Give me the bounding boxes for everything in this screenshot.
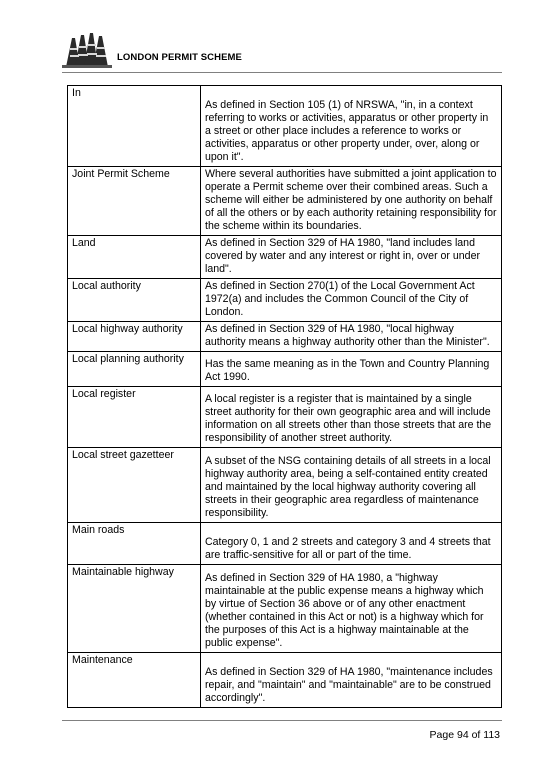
- definition-cell: [201, 279, 502, 322]
- definition-cell: [201, 387, 502, 448]
- definition-text: As defined in Section 329 of HA 1980, a "highway maintainable at the public expense means a highway which by virtue of Section 36 above or of any other enactment (whether contained in this Act or not) is a highway which for the purposes of this Act is a highway maintainable at the public expense".: [205, 572, 484, 649]
- definition-text: Category 0, 1 and 2 streets and category 3 and 4 streets that are traffic-sensitive for all or part of the time.: [205, 536, 491, 561]
- definition-term: Maintenance: [68, 653, 201, 708]
- definition-row: [68, 448, 502, 523]
- definition-row: [68, 167, 502, 236]
- definition-row: [68, 653, 502, 708]
- definition-term: Main roads: [68, 523, 201, 565]
- definition-term: Joint Permit Scheme: [68, 167, 201, 236]
- definition-row: [68, 523, 502, 565]
- definition-text: As defined in Section 329 of HA 1980, "land includes land covered by water and any interest or right in, over or under land".: [205, 237, 480, 275]
- definition-row: [68, 236, 502, 279]
- definition-text: A local register is a register that is maintained by a single street authority for their own geographic area and will include information on all streets other than those streets that are the responsibility of another street authority.: [205, 393, 492, 444]
- definition-row: [68, 387, 502, 448]
- definition-row: [68, 279, 502, 322]
- footer-divider: [62, 720, 502, 721]
- definition-text: As defined in Section 270(1) of the Local Government Act 1972(a) and includes the Common Council of the City of London.: [205, 280, 475, 318]
- definition-text: As defined in Section 329 of HA 1980, "local highway authority means a highway authority other than the Minister".: [205, 323, 490, 348]
- definition-cell: [201, 523, 502, 565]
- definition-term: Local highway authority: [68, 322, 201, 352]
- definition-text: Has the same meaning as in the Town and Country Planning Act 1990.: [205, 358, 490, 383]
- definition-cell: [201, 86, 502, 167]
- definition-term: Local authority: [68, 279, 201, 322]
- definition-cell: [201, 448, 502, 523]
- definition-cell: [201, 565, 502, 653]
- definition-term: Local register: [68, 387, 201, 448]
- traffic-cones-logo-icon: [62, 30, 114, 68]
- page-number: Page 94 of 113: [429, 729, 500, 741]
- definition-term: Maintainable highway: [68, 565, 201, 653]
- page-header: [62, 30, 502, 70]
- definition-text: Where several authorities have submitted a joint application to operate a Permit scheme over their combined areas. Such a scheme will either be administered by one authority on behalf of all the others or by each authority retaining responsibility for the scheme within its boundaries.: [205, 168, 497, 232]
- definition-row: [68, 565, 502, 653]
- definition-row: [68, 86, 502, 167]
- definition-row: [68, 322, 502, 352]
- definition-text: A subset of the NSG containing details of all streets in a local highway authority area, being a self-contained entity created and maintained by the local highway authority covering all streets in their geographic area regardless of maintenance responsibility.: [205, 455, 491, 519]
- document-title: LONDON PERMIT SCHEME: [117, 52, 242, 63]
- definition-cell: [201, 653, 502, 708]
- definition-term: Land: [68, 236, 201, 279]
- header-divider: [62, 72, 502, 73]
- definition-cell: [201, 236, 502, 279]
- definition-term: In: [68, 86, 201, 167]
- definition-text: As defined in Section 105 (1) of NRSWA, "in, in a context referring to works or activities, apparatus or other property in a street or other place includes a reference to works or activities, apparatus or other property under, over, along or upon it".: [205, 99, 489, 163]
- definition-cell: [201, 352, 502, 387]
- definition-term: Local street gazetteer: [68, 448, 201, 523]
- definitions-table: [67, 85, 502, 708]
- definition-cell: [201, 167, 502, 236]
- definition-row: [68, 352, 502, 387]
- definition-term: Local planning authority: [68, 352, 201, 387]
- definition-text: As defined in Section 329 of HA 1980, "maintenance includes repair, and "maintain" and "maintainable" are to be construed accordingly".: [205, 666, 493, 704]
- definition-cell: [201, 322, 502, 352]
